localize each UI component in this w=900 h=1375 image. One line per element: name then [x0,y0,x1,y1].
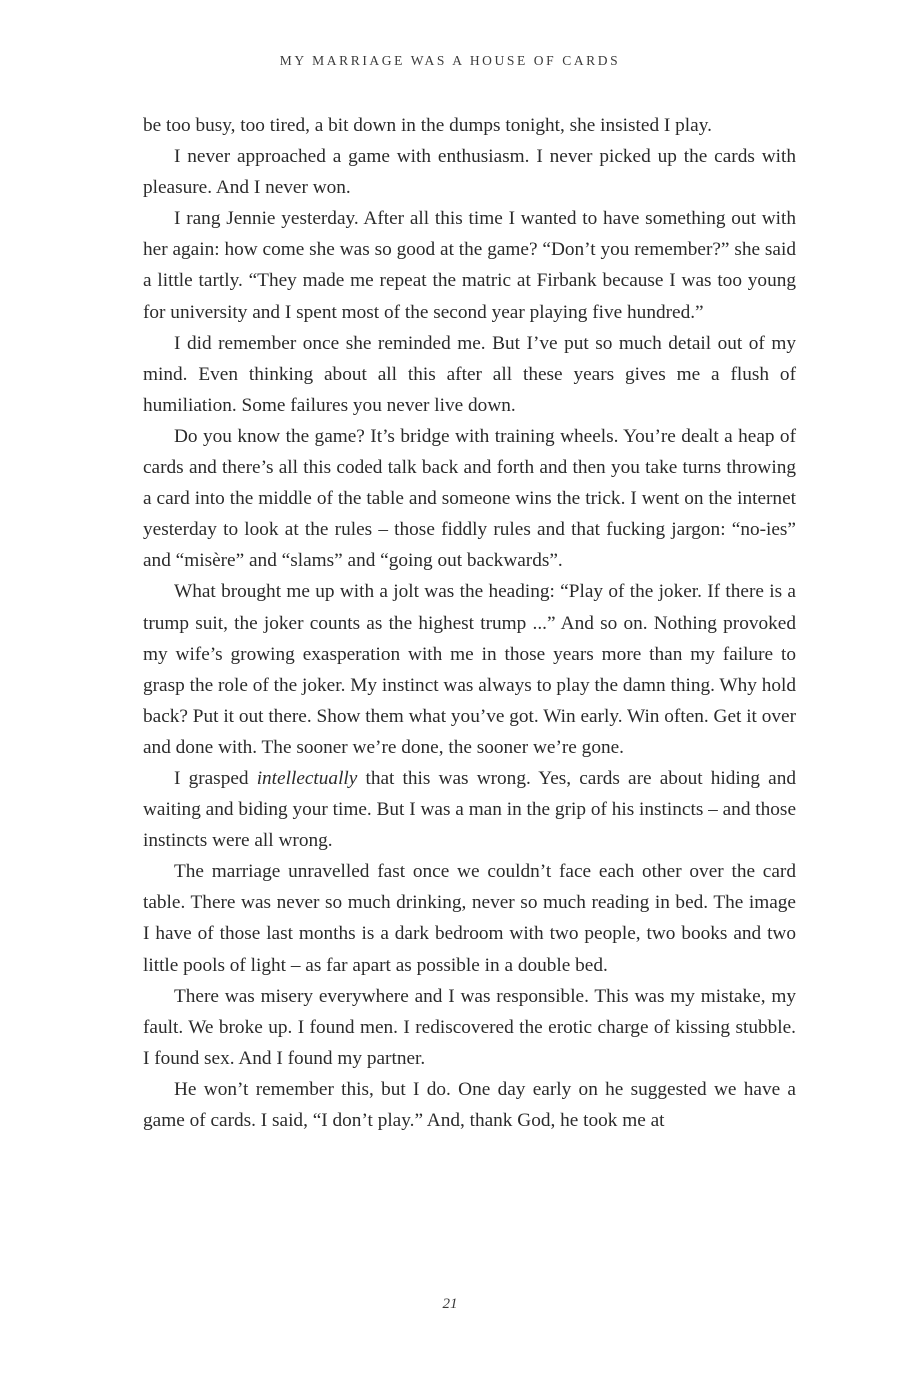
paragraph-6: What brought me up with a jolt was the heading: “Play of the joker. If there is a trump suit, the joker counts as the highest trump ...” And so on. Nothing provoked my wife’s growing exasperation with me in those years more than my failure to grasp the role of the joker. My instinct was always to play the damn thing. Why hold back? Put it out there. Show them what you’ve got. Win early. Win often. Get it over and done with. The sooner we’re done, the sooner we’re gone. [143,581,796,758]
page-number: 21 [442,1296,458,1312]
paragraph-8: The marriage unravelled fast once we couldn’t face each other over the card table. There was never so much drinking, never so much reading in bed. The image I have of those last months is a dark bedroom with two people, two books and two little pools of light – as far apart as possible in a double bed. [143,861,796,976]
paragraph-2: I never approached a game with enthusiasm. I never picked up the cards with pleasure. And I never won. [143,146,796,199]
paragraph-7-emphasis: intellectually [256,767,358,789]
paragraph-9: There was misery everywhere and I was responsible. This was my mistake, my fault. We broke up. I found men. I rediscovered the erotic charge of kissing stubble. I found sex. And I found my partner. [143,985,796,1069]
body-text [143,110,796,1136]
paragraph-4: I did remember once she reminded me. But I’ve put so much detail out of my mind. Even thinking about all this after all these years gives me a flush of humiliation. Some failures you never live down. [143,332,796,416]
paragraph-10: He won’t remember this, but I do. One day early on he suggested we have a game of cards. I said, “I don’t play.” And, thank God, he took me at [143,1078,796,1131]
paragraph-7 [143,763,796,856]
paragraph-7-rest: that this was wrong. Yes, cards are about hiding and waiting and biding your time. But I was a man in the grip of his instincts – and those instincts were all wrong. [143,767,796,852]
paragraph-5: Do you know the game? It’s bridge with training wheels. You’re dealt a heap of cards and there’s all this coded talk back and forth and then you take turns throwing a card into the middle of the table and someone wins the trick. I went on the internet yesterday to look at the rules – those fiddly rules and that fucking jargon: “no-ies” and “misère” and “slams” and “going out backwards”. [143,425,796,572]
paragraph-3: I rang Jennie yesterday. After all this time I wanted to have something out with her again: how come she was so good at the game? “Don’t you remember?” she said a little tartly. “They made me repeat the matric at Firbank because I was too young for university and I spent most of the second year playing five hundred.” [143,208,796,323]
paragraph-1: be too busy, too tired, a bit down in the dumps tonight, she insisted I play. [143,115,712,136]
running-head: MY MARRIAGE WAS A HOUSE OF CARDS [279,53,621,68]
paragraph-7-lead: I grasped [174,767,257,789]
